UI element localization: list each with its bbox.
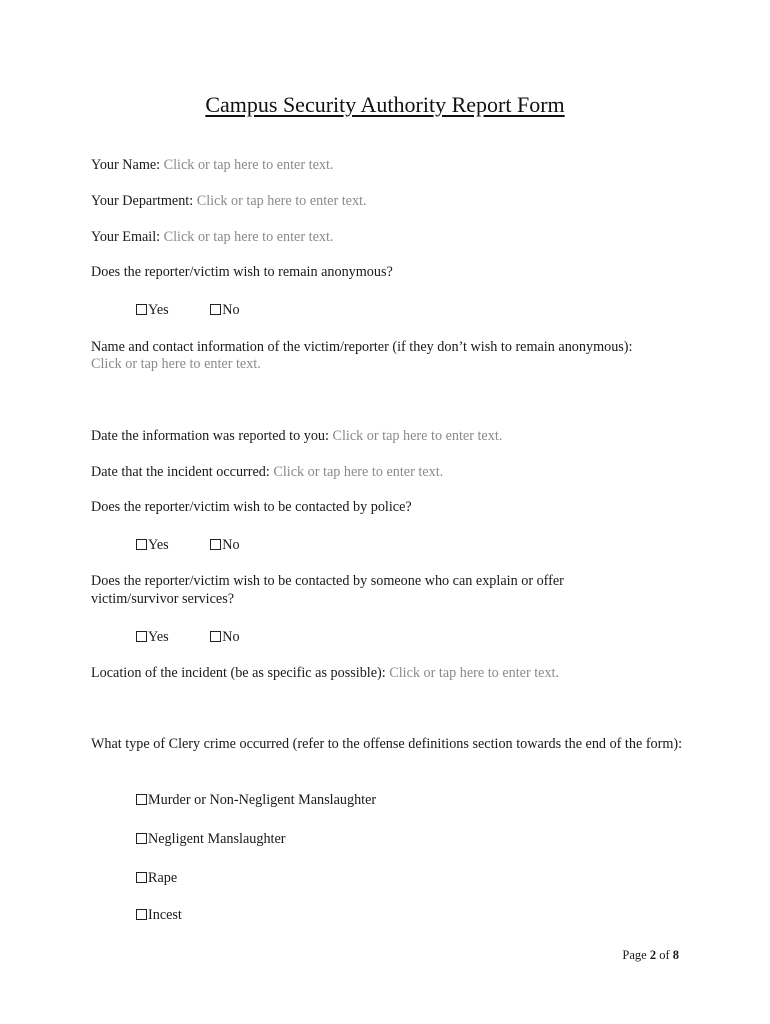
checkbox-icon[interactable] bbox=[136, 631, 147, 642]
crime-option-label: Rape bbox=[148, 870, 178, 886]
services-options bbox=[136, 628, 240, 646]
current-page: 2 bbox=[649, 948, 657, 962]
checkbox-icon[interactable] bbox=[136, 794, 147, 805]
checkbox-icon[interactable] bbox=[136, 304, 147, 315]
checkbox-icon[interactable] bbox=[136, 909, 147, 920]
date-reported-input[interactable]: Click or tap here to enter text. bbox=[332, 428, 503, 444]
police-options bbox=[136, 536, 240, 554]
location-input[interactable]: Click or tap here to enter text. bbox=[389, 665, 560, 681]
anonymous-no-option[interactable] bbox=[210, 301, 239, 319]
police-yes-option[interactable] bbox=[136, 536, 169, 554]
services-no-option[interactable] bbox=[210, 628, 239, 646]
police-yes-label: Yes bbox=[148, 537, 169, 553]
crime-option[interactable] bbox=[136, 906, 182, 924]
crime-question: What type of Clery crime occurred (refer to the offense definitions section towards the end of the form): bbox=[91, 736, 683, 752]
checkbox-icon[interactable] bbox=[210, 539, 221, 550]
crime-option[interactable] bbox=[136, 830, 286, 848]
email-row bbox=[91, 228, 333, 246]
department-row bbox=[91, 192, 367, 210]
police-no-option[interactable] bbox=[210, 536, 239, 554]
location-label: Location of the incident (be as specific as possible): bbox=[91, 665, 386, 681]
services-no-label: No bbox=[222, 629, 240, 645]
contact-info-input[interactable]: Click or tap here to enter text. bbox=[91, 356, 261, 372]
anonymous-yes-label: Yes bbox=[148, 302, 169, 318]
date-incident-input[interactable]: Click or tap here to enter text. bbox=[273, 464, 444, 480]
services-yes-label: Yes bbox=[148, 629, 169, 645]
checkbox-icon[interactable] bbox=[136, 833, 147, 844]
services-question: Does the reporter/victim wish to be contacted by someone who can explain or offer victim/survivor services? bbox=[91, 573, 564, 607]
page-number bbox=[622, 948, 679, 963]
date-reported-row bbox=[91, 427, 502, 445]
anonymous-question: Does the reporter/victim wish to remain anonymous? bbox=[91, 264, 393, 280]
form-title: Campus Security Authority Report Form bbox=[205, 92, 565, 117]
police-no-label: No bbox=[222, 537, 240, 553]
name-row bbox=[91, 156, 333, 174]
checkbox-icon[interactable] bbox=[136, 539, 147, 550]
name-label: Your Name: bbox=[91, 157, 161, 173]
department-input[interactable]: Click or tap here to enter text. bbox=[196, 193, 367, 209]
crime-option-label: Incest bbox=[148, 907, 182, 923]
police-question: Does the reporter/victim wish to be contacted by police? bbox=[91, 499, 412, 515]
email-input[interactable]: Click or tap here to enter text. bbox=[163, 229, 334, 245]
anonymous-no-label: No bbox=[222, 302, 240, 318]
crime-option[interactable] bbox=[136, 791, 376, 809]
of-word: of bbox=[659, 948, 670, 962]
date-incident-row bbox=[91, 463, 443, 481]
name-input[interactable]: Click or tap here to enter text. bbox=[163, 157, 334, 173]
checkbox-icon[interactable] bbox=[210, 631, 221, 642]
crime-option-label: Negligent Manslaughter bbox=[148, 831, 286, 847]
date-incident-label: Date that the incident occurred: bbox=[91, 464, 270, 480]
checkbox-icon[interactable] bbox=[210, 304, 221, 315]
location-row bbox=[91, 664, 559, 682]
email-label: Your Email: bbox=[91, 229, 161, 245]
services-yes-option[interactable] bbox=[136, 628, 169, 646]
checkbox-icon[interactable] bbox=[136, 872, 147, 883]
page-word: Page bbox=[622, 948, 647, 962]
anonymous-options bbox=[136, 301, 240, 319]
anonymous-yes-option[interactable] bbox=[136, 301, 169, 319]
crime-option-label: Murder or Non-Negligent Manslaughter bbox=[148, 792, 377, 808]
crime-option[interactable] bbox=[136, 869, 177, 887]
department-label: Your Department: bbox=[91, 193, 194, 209]
contact-info-label: Name and contact information of the victim/reporter (if they don’t wish to remain anonymous): bbox=[91, 339, 633, 355]
date-reported-label: Date the information was reported to you: bbox=[91, 428, 329, 444]
total-pages: 8 bbox=[672, 948, 679, 962]
